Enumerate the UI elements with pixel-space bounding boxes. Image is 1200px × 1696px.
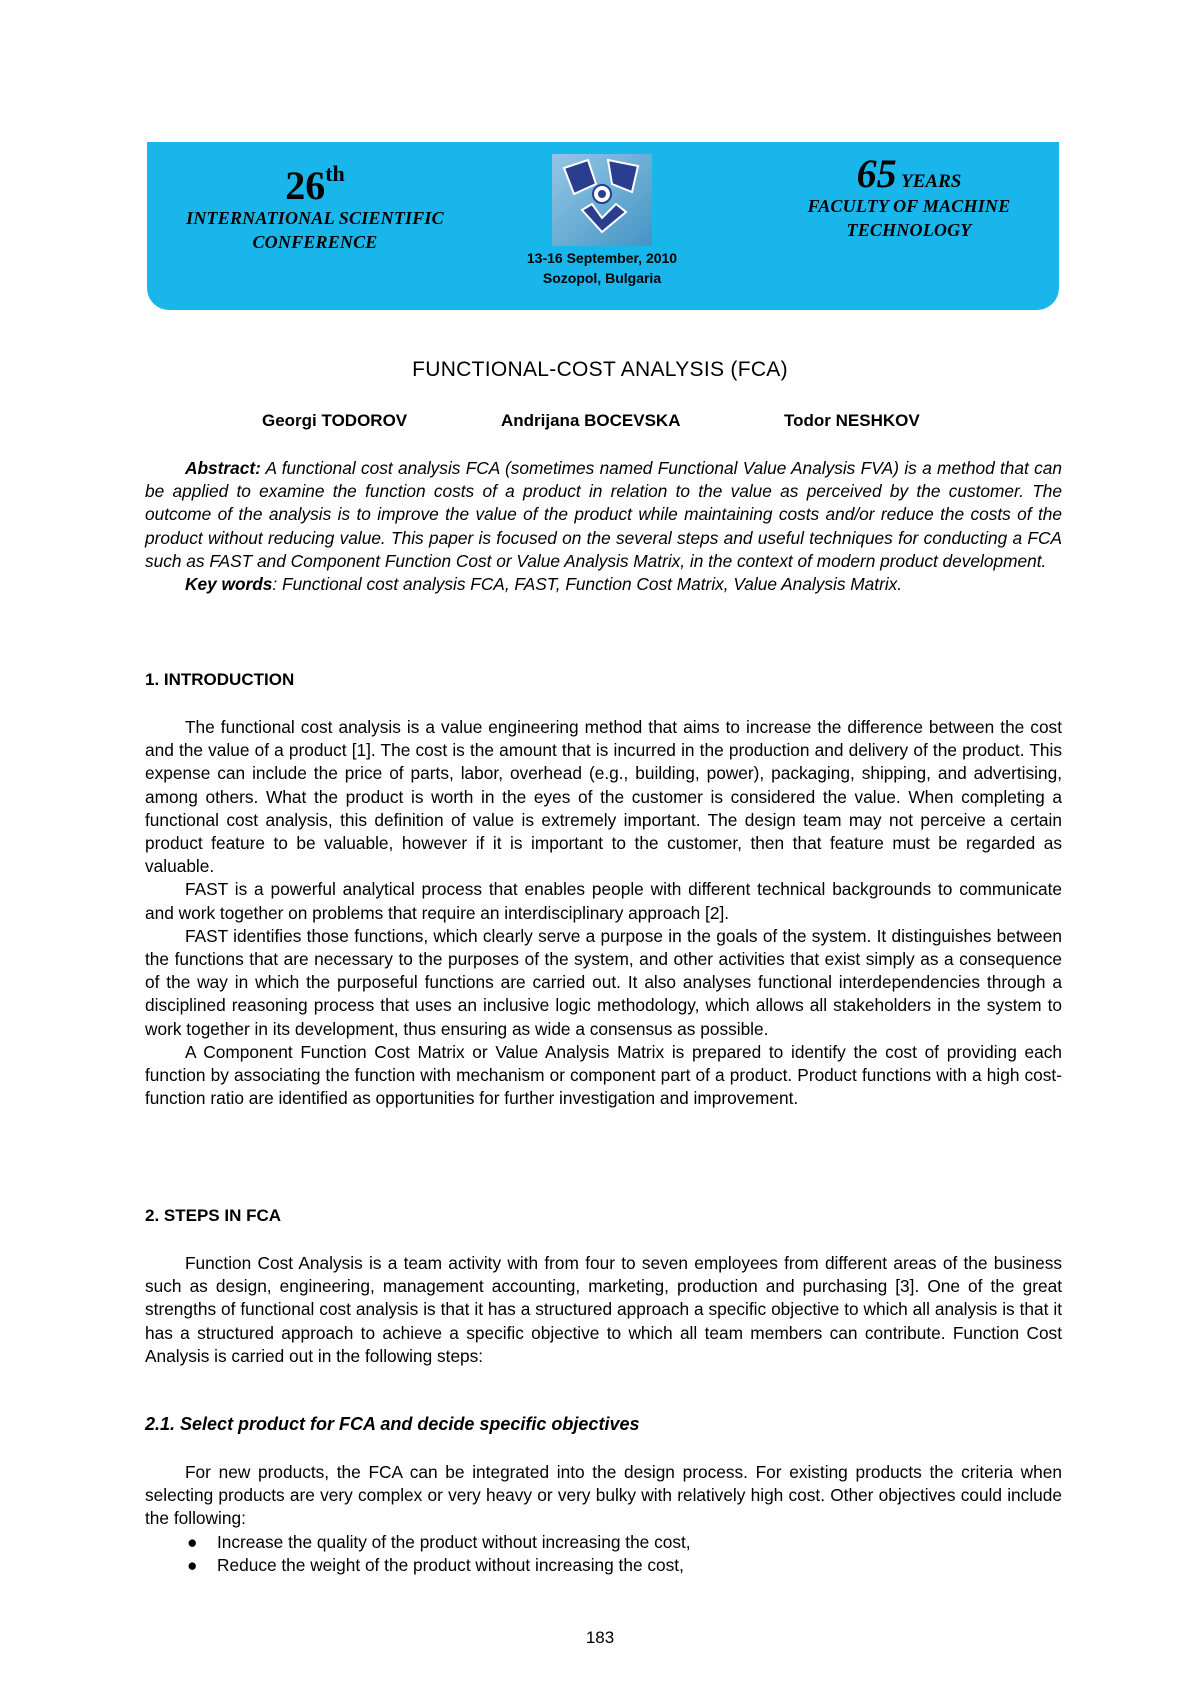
section-2-heading: 2. STEPS IN FCA xyxy=(145,1206,282,1225)
page-number: 183 xyxy=(585,1628,615,1647)
section-2-body xyxy=(145,1252,1062,1368)
faculty-logo-icon xyxy=(552,154,652,246)
paper-title: FUNCTIONAL-COST ANALYSIS (FCA) xyxy=(412,358,788,381)
keywords xyxy=(145,573,1062,596)
section-1-body xyxy=(145,716,1062,1110)
subsection-2-1-paragraph: For new products, the FCA can be integrated into the design process. For existing products the criteria when selecting products are very complex or very heavy or very bulky with relatively high cost. Other objectives could include the following: xyxy=(145,1462,1062,1529)
author-3: Todor NESHKOV xyxy=(784,411,920,430)
abstract xyxy=(145,457,1062,573)
abstract-text: A functional cost analysis FCA (sometimes named Functional Value Analysis FVA) is a method that can be applied to examine the function costs of a product in relation to the value as perceived by the customer. The outcome of the analysis is to improve the value of the product while maintaining costs and/or reduce the costs of the product without reducing value. This paper is focused on the several steps and useful techniques for conducting a FCA such as FAST and Component Function Cost or Value Analysis Matrix, in the context of modern product development. xyxy=(145,458,1062,571)
anniversary-line xyxy=(779,151,1039,196)
conference-banner xyxy=(147,142,1059,310)
conference-name-line1: INTERNATIONAL SCIENTIFIC xyxy=(186,208,444,228)
list-item xyxy=(145,1554,1062,1577)
abstract-block xyxy=(145,457,1062,596)
conference-name-line2: CONFERENCE xyxy=(252,232,378,252)
faculty-name-line2: TECHNOLOGY xyxy=(846,220,972,240)
section-1-paragraph-4: A Component Function Cost Matrix or Value Analysis Matrix is prepared to identify the cost of providing each function by associating the function with mechanism or component part of a product. Product functions with a high cost-function ratio are identified as opportunities for further investigation and improvement. xyxy=(145,1041,1062,1109)
section-1-paragraph-1: The functional cost analysis is a value engineering method that aims to increase the difference between the cost and the value of a product [1]. The cost is the amount that is incurred in the production and delivery of the product. This expense can include the price of parts, labor, overhead (e.g., building, power), packaging, shipping, and advertising, among others. What the product is worth in the eyes of the customer is considered the value. When completing a functional cost analysis, this definition of value is extremely important. The design team may not perceive a certain product feature to be valuable, however if it is important to the customer, then that feature must be regarded as valuable. xyxy=(145,717,1062,877)
conference-logo xyxy=(552,154,652,258)
edition-ordinal: th xyxy=(325,161,345,186)
section-1-paragraph-3: FAST identifies those functions, which clearly serve a purpose in the goals of the system. It distinguishes between the functions that are necessary to the purposes of the system, and other activities that exist simply as a consequence of the way in which the purposeful functions are carried out. It also analyses functional interdependencies through a disciplined reasoning process that uses an inclusive logic methodology, which allows all stakeholders in the system to work together in its development, thus ensuring as wide a consensus as possible. xyxy=(145,925,1062,1039)
edition-number xyxy=(165,154,465,206)
author-2: Andrijana BOCEVSKA xyxy=(501,411,681,430)
faculty-anniversary-block xyxy=(779,151,1039,242)
conference-edition-block xyxy=(165,154,465,254)
section-2-paragraph: Function Cost Analysis is a team activity with from four to seven employees from different areas of the business such as design, engineering, management accounting, marketing, production and purchasing [3]. One of the great strengths of functional cost analysis is that it has a structured approach a specific objective to which all analysis is that it has a structured approach to achieve a specific objective to which all team members can contribute. Function Cost Analysis is carried out in the following steps: xyxy=(145,1253,1062,1366)
list-item xyxy=(145,1531,1062,1554)
subsection-2-1-heading: 2.1. Select product for FCA and decide specific objectives xyxy=(145,1414,640,1434)
section-1-heading: 1. INTRODUCTION xyxy=(145,670,295,689)
bullet-icon: ● xyxy=(187,1554,198,1575)
anniversary-word: YEARS xyxy=(901,171,962,192)
bullet-icon: ● xyxy=(187,1531,198,1552)
edition-number-text: 26 xyxy=(285,163,326,208)
subsection-2-1-body xyxy=(145,1461,1062,1577)
anniversary-number: 65 xyxy=(856,151,897,196)
conference-dates-place xyxy=(477,248,727,288)
author-1: Georgi TODOROV xyxy=(262,411,408,430)
list-item-text: Reduce the weight of the product without increasing the cost, xyxy=(217,1554,684,1575)
list-item-text: Increase the quality of the product without increasing the cost, xyxy=(217,1531,691,1552)
faculty-name-line1: FACULTY OF MACHINE xyxy=(807,196,1011,216)
conference-dates: 13-16 September, 2010 xyxy=(526,250,678,266)
keywords-label: Key words xyxy=(185,574,273,595)
abstract-label: Abstract: xyxy=(185,458,261,478)
section-1-paragraph-2: FAST is a powerful analytical process that enables people with different technical backgrounds to communicate and work together on problems that require an interdisciplinary approach [2]. xyxy=(145,879,1062,923)
conference-place: Sozopol, Bulgaria xyxy=(542,270,662,286)
objectives-list xyxy=(145,1531,1062,1577)
keywords-text: : Functional cost analysis FCA, FAST, Function Cost Matrix, Value Analysis Matrix. xyxy=(272,574,903,595)
